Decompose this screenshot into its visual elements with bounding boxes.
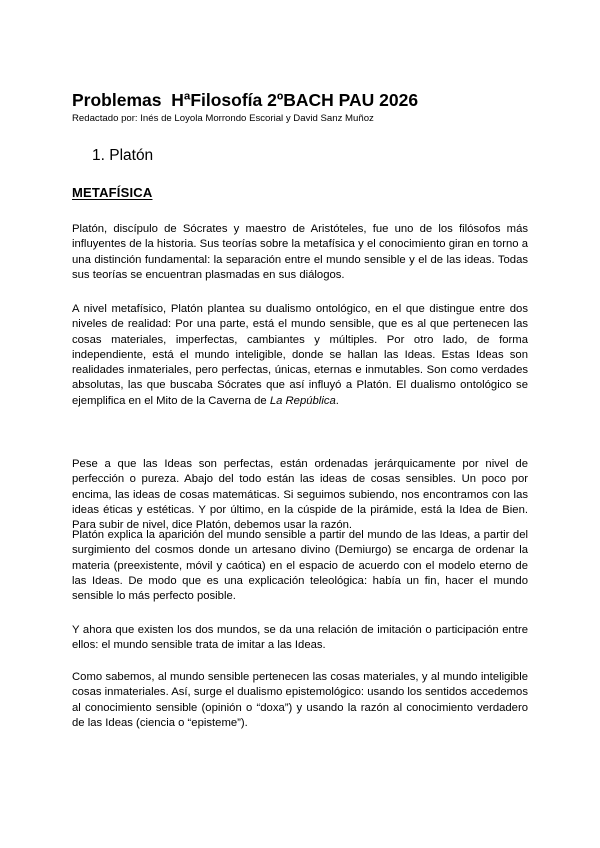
- paragraph-epistemological-dualism: Como sabemos, al mundo sensible pertenecen las cosas materiales, y al mundo inteligible cosas inmateriales. Así, surge el dualismo epistemológico: usando los sentidos accedemos al conocimiento sensible (opinión o “doxa”) y usando la razón al conocimiento verdadero de las Ideas (ciencia o “episteme”).: [72, 671, 528, 729]
- paragraph-text: A nivel metafísico, Platón plantea su dualismo ontológico, en el que distingue entre dos niveles de realidad: Por una parte, está el mundo sensible, que es al que pertenecen las cosas materiales, imperfectas, cambiantes y múltiples. Por otro lado, de forma independiente, está el mundo inteligible, donde se hallan las Ideas. Estas Ideas son realidades inmateriales, pero perfectas, únicas, eternas e inmutables. Son como verdades absolutas, las que buscaba Sócrates que así influyó a Platón. El dualismo ontológico se ejemplifica en el Mito de la Caverna de: [72, 303, 528, 407]
- paragraph-text-end: .: [335, 394, 339, 407]
- document-authors: Redactado por: Inés de Loyola Morrondo Escorial y David Sanz Muñoz: [72, 113, 374, 124]
- subsection-heading: METAFÍSICA: [72, 185, 153, 200]
- document-title: Problemas HªFilosofía 2ºBACH PAU 2026: [72, 90, 419, 110]
- section-heading: 1. Platón: [92, 147, 154, 164]
- paragraph-imitation: Y ahora que existen los dos mundos, se da una relación de imitación o participación entre ellos: el mundo sensible trata de imitar a las Ideas.: [72, 624, 528, 652]
- paragraph-introduction: Platón, discípulo de Sócrates y maestro de Aristóteles, fue uno de los filósofos más influyentes de la historia. Sus teorías sobre la metafísica y el conocimiento giran en torno a una distinción fundamental: la separación entre el mundo sensible y el de las ideas. Todas sus teorías se encuentran plasmadas en sus diálogos.: [72, 223, 528, 281]
- paragraph-hierarchy-of-ideas: Pese a que las Ideas son perfectas, están ordenadas jerárquicamente por nivel de perfección o pureza. Abajo del todo están las ideas de cosas sensibles. Un poco por encima, las ideas de cosas matemáticas. Si seguimos subiendo, nos encontramos con las ideas éticas y estéticas. Y por último, en la cúspide de la pirámide, está la Idea de Bien. Para subir de nivel, dice Platón, debemos usar la razón.: [72, 458, 528, 532]
- paragraph-demiurge: Platón explica la aparición del mundo sensible a partir del mundo de las Ideas, a partir del surgimiento del cosmos donde un artesano divino (Demiurgo) se encarga de ordenar la materia (preexistente, móvil y caótica) en el espacio de acuerdo con el modelo eterno de las Ideas. De modo que es una explicación teleológica: había un fin, hacer el mundo sensible lo más perfecto posible.: [72, 529, 528, 603]
- work-title: La República: [269, 394, 336, 407]
- paragraph-ontological-dualism: [72, 302, 528, 409]
